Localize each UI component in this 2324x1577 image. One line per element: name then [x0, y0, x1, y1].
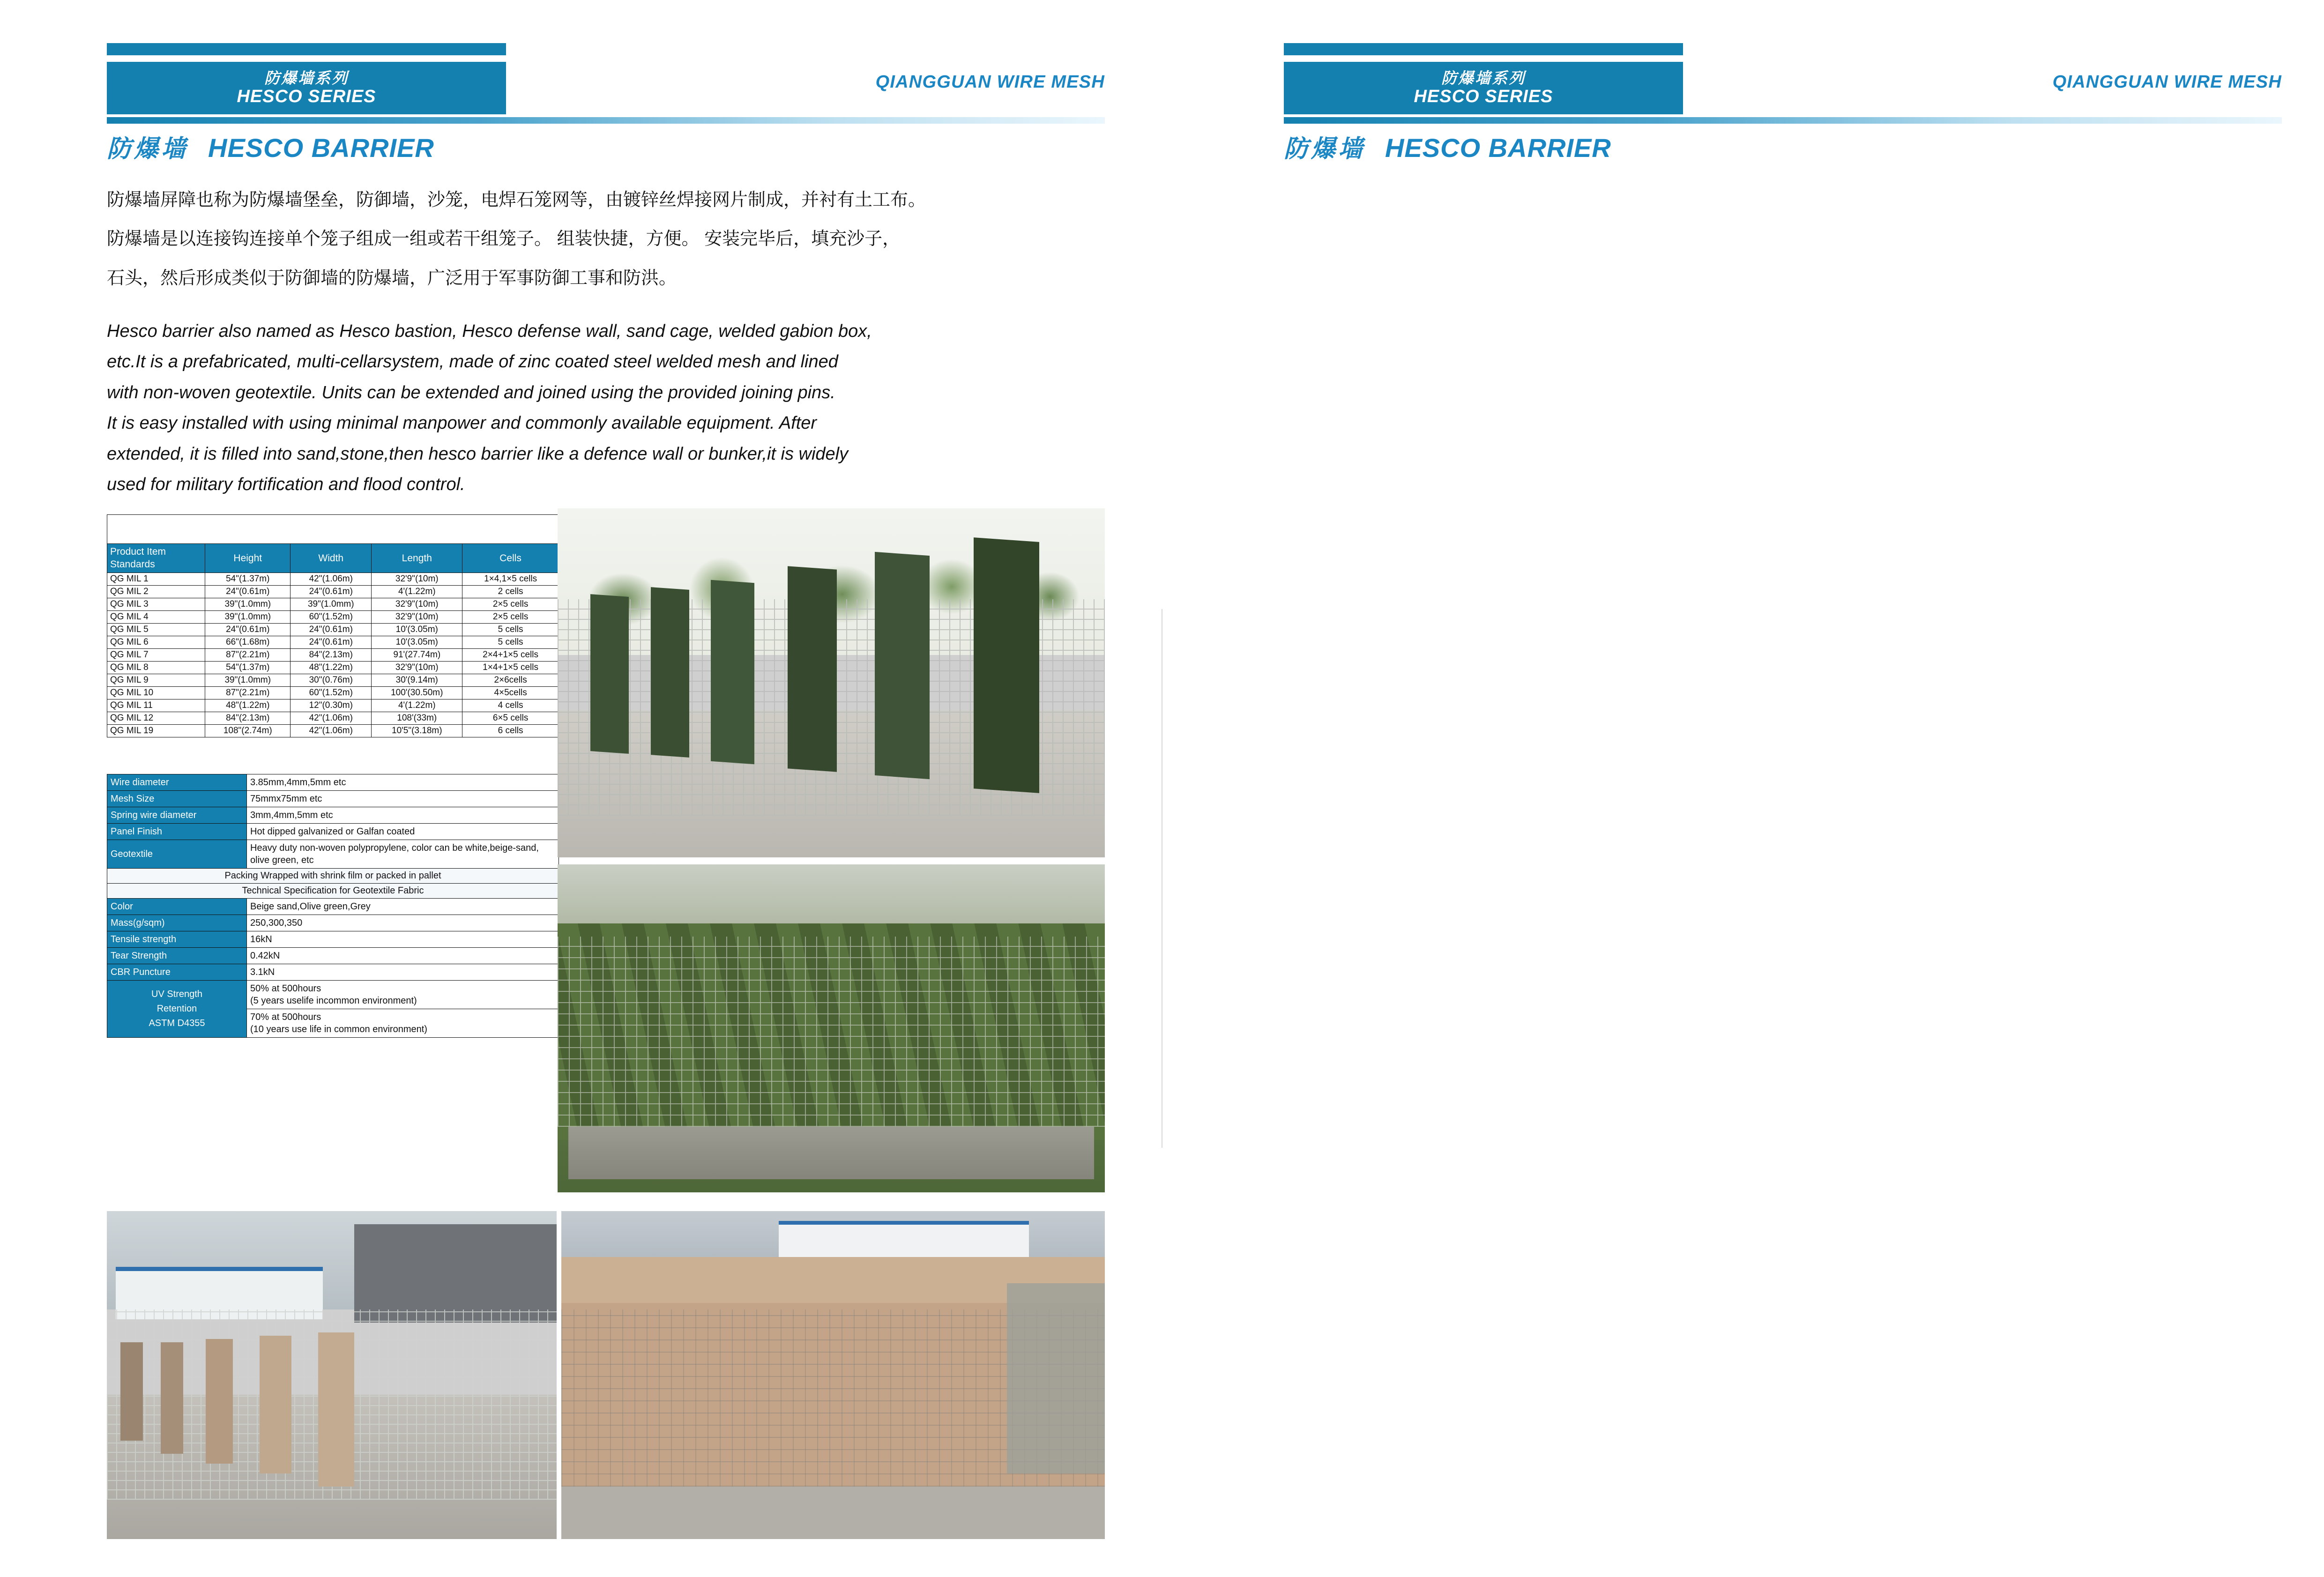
spec-cell-height: 48"(1.22m): [205, 699, 290, 712]
product-spec-table: [107, 514, 559, 737]
spec-table-caption: Diameter:4mm.5mm.hole:3×3" Geotextile:300g 400g--green beige: [107, 515, 559, 544]
spec-cell-height: 24"(0.61m): [205, 586, 290, 598]
spec-cell-width: 24"(0.61m): [290, 586, 372, 598]
material-value: Beige sand,Olive green,Grey: [247, 899, 559, 915]
spec-cell-length: 32'9"(10m): [372, 662, 462, 674]
spec-cell-item: QG MIL 1: [107, 573, 205, 586]
spec-cell-length: 10'(3.05m): [372, 624, 462, 636]
table-row: [107, 899, 559, 915]
series-badge-cn: 防爆墙系列: [264, 69, 349, 87]
photo-galvanized-cages-beige-fabric-yard: [107, 1211, 557, 1539]
spec-cell-height: 108"(2.74m): [205, 725, 290, 737]
table-row: [107, 840, 559, 869]
spec-cell-item: QG MIL 8: [107, 662, 205, 674]
table-row: [107, 662, 559, 674]
uv-key-l1: UV Strength: [151, 989, 202, 999]
spec-cell-item: QG MIL 4: [107, 611, 205, 624]
table-row: [107, 598, 559, 611]
col-header-height: Height: [205, 544, 290, 573]
col-header-length: Length: [372, 544, 462, 573]
table-row: [107, 649, 559, 662]
material-key: Spring wire diameter: [107, 807, 247, 824]
spec-cell-cells: 2 cells: [462, 586, 559, 598]
table-row: [107, 931, 559, 948]
spec-cell-height: 87"(2.21m): [205, 687, 290, 699]
table-row: [107, 636, 559, 649]
spec-cell-item: QG MIL 7: [107, 649, 205, 662]
col-header-item-l1: Product Item: [110, 546, 166, 558]
table-row: [107, 981, 559, 1009]
spec-cell-length: 100'(30.50m): [372, 687, 462, 699]
spec-cell-length: 30'(9.14m): [372, 674, 462, 687]
photo-green-geotextile-drying-on-cages: [558, 508, 1105, 857]
table-row: [107, 884, 559, 899]
uv-strength-key: [107, 981, 247, 1038]
spec-cell-width: 42"(1.06m): [290, 712, 372, 725]
material-value: 0.42kN: [247, 948, 559, 964]
material-value: 16kN: [247, 931, 559, 948]
spec-cell-item: QG MIL 11: [107, 699, 205, 712]
spec-cell-item: QG MIL 10: [107, 687, 205, 699]
spec-cell-width: 84"(2.13m): [290, 649, 372, 662]
spec-cell-width: 60"(1.52m): [290, 611, 372, 624]
material-key: Color: [107, 899, 247, 915]
spec-table-header-row: [107, 544, 559, 573]
uv-v1-l1: 50% at 500hours: [250, 983, 321, 994]
desc-cn-line-1: 防爆墙屏障也称为防爆墙堡垒，防御墙，沙笼，电焊石笼网等，由镀锌丝焊接网片制成，并衬有土工布。: [107, 190, 926, 210]
table-row: [107, 791, 559, 807]
table-row: [107, 774, 559, 791]
spec-cell-length: 10'5"(3.18m): [372, 725, 462, 737]
spec-cell-item: QG MIL 19: [107, 725, 205, 737]
page-title-right: [1284, 129, 1611, 164]
table-row: [107, 964, 559, 981]
material-key: Tear Strength: [107, 948, 247, 964]
table-row: [107, 915, 559, 931]
table-row: [107, 624, 559, 636]
page-title-en-right: HESCO BARRIER: [1385, 133, 1611, 163]
col-header-width: Width: [290, 544, 372, 573]
material-value: 3.1kN: [247, 964, 559, 981]
page-header-right: [1284, 43, 2282, 132]
spec-cell-width: 30"(0.76m): [290, 674, 372, 687]
table-row: [107, 687, 559, 699]
uv-key-l3: ASTM D4355: [149, 1018, 205, 1028]
table-row: [107, 573, 559, 586]
geotextile-banner: Technical Specification for Geotextile Fabric: [107, 884, 559, 899]
series-badge-en: HESCO SERIES: [237, 86, 376, 106]
series-badge-cn-right: 防爆墙系列: [1441, 69, 1526, 87]
spec-cell-width: 39"(1.0mm): [290, 598, 372, 611]
desc-cn-line-3: 石头，然后形成类似于防御墙的防爆墙，广泛用于军事防御工事和防洪。: [107, 268, 677, 288]
spec-cell-length: 4'(1.22m): [372, 586, 462, 598]
table-row: [107, 725, 559, 737]
spec-cell-length: 32'9"(10m): [372, 573, 462, 586]
spec-cell-cells: 1×4,1×5 cells: [462, 573, 559, 586]
table-row: [107, 869, 559, 884]
photo-green-lined-hesco-units-row: [558, 864, 1105, 1192]
spec-cell-cells: 4×5cells: [462, 687, 559, 699]
spec-cell-height: 87"(2.21m): [205, 649, 290, 662]
material-value: Heavy duty non-woven polypropylene, color can be white,beige-sand, olive green, etc: [247, 840, 559, 869]
spec-cell-length: 10'(3.05m): [372, 636, 462, 649]
desc-en-line-2: etc.It is a prefabricated, multi-cellarsystem, made of zinc coated steel welded mesh and lined: [107, 352, 838, 372]
uv-v2-l2: (10 years use life in common environment): [250, 1024, 427, 1034]
material-key: Panel Finish: [107, 824, 247, 840]
desc-en-line-6: used for military fortification and flood control.: [107, 474, 465, 494]
packing-banner: Packing Wrapped with shrink film or packed in pallet: [107, 869, 559, 884]
page-title-en: HESCO BARRIER: [208, 133, 434, 163]
series-badge-right: [1284, 62, 1683, 114]
spec-cell-width: 48"(1.22m): [290, 662, 372, 674]
spec-cell-cells: 5 cells: [462, 624, 559, 636]
spec-cell-cells: 2×5 cells: [462, 611, 559, 624]
spec-cell-height: 84"(2.13m): [205, 712, 290, 725]
photo-beige-lined-hesco-units-yard: [561, 1211, 1105, 1539]
table-row: [107, 674, 559, 687]
spec-cell-length: 32'9"(10m): [372, 611, 462, 624]
header-gradient-rule-right: [1284, 117, 2282, 124]
spec-cell-height: 24"(0.61m): [205, 624, 290, 636]
spec-cell-cells: 1×4+1×5 cells: [462, 662, 559, 674]
spec-cell-height: 54"(1.37m): [205, 573, 290, 586]
spec-cell-item: QG MIL 5: [107, 624, 205, 636]
spec-cell-height: 39"(1.0mm): [205, 598, 290, 611]
desc-en-line-1: Hesco barrier also named as Hesco bastion, Hesco defense wall, sand cage, welded gabion box,: [107, 321, 872, 342]
table-row: [107, 824, 559, 840]
spec-cell-item: QG MIL 6: [107, 636, 205, 649]
desc-en-line-4: It is easy installed with using minimal manpower and commonly available equipment. After: [107, 413, 817, 433]
page-title-cn-right: 防爆墙: [1284, 135, 1366, 163]
spec-cell-cells: 2×6cells: [462, 674, 559, 687]
spec-cell-width: 24"(0.61m): [290, 636, 372, 649]
spec-cell-length: 91'(27.74m): [372, 649, 462, 662]
series-badge-en-right: HESCO SERIES: [1414, 86, 1553, 106]
table-row: [107, 699, 559, 712]
spec-cell-cells: 6 cells: [462, 725, 559, 737]
table-row: [107, 948, 559, 964]
spec-cell-cells: 2×4+1×5 cells: [462, 649, 559, 662]
page-header-left: [107, 43, 1105, 132]
material-value: 75mmx75mm etc: [247, 791, 559, 807]
spec-cell-cells: 5 cells: [462, 636, 559, 649]
spec-cell-height: 54"(1.37m): [205, 662, 290, 674]
uv-value-5year: [247, 981, 559, 1009]
brand-name-right: QIANGGUAN WIRE MESH: [2052, 72, 2282, 92]
material-key: Mesh Size: [107, 791, 247, 807]
uv-v1-l2: (5 years uselife incommon environment): [250, 996, 417, 1006]
material-value: Hot dipped galvanized or Galfan coated: [247, 824, 559, 840]
col-header-item-l2: Standards: [110, 558, 155, 570]
spec-cell-height: 66"(1.68m): [205, 636, 290, 649]
brand-name: QIANGGUAN WIRE MESH: [875, 72, 1105, 92]
spec-cell-item: QG MIL 3: [107, 598, 205, 611]
desc-en-line-3: with non-woven geotextile. Units can be extended and joined using the provided joining pins.: [107, 382, 835, 402]
header-gradient-rule: [107, 117, 1105, 124]
material-key: CBR Puncture: [107, 964, 247, 981]
material-key: Mass(g/sqm): [107, 915, 247, 931]
page-title: [107, 129, 434, 164]
spec-cell-cells: 4 cells: [462, 699, 559, 712]
material-value: 3.85mm,4mm,5mm etc: [247, 774, 559, 791]
spec-cell-width: 42"(1.06m): [290, 573, 372, 586]
table-row: [107, 611, 559, 624]
spec-cell-item: QG MIL 12: [107, 712, 205, 725]
right-page: [1162, 0, 2324, 1577]
spec-cell-width: 60"(1.52m): [290, 687, 372, 699]
spec-cell-cells: 6×5 cells: [462, 712, 559, 725]
page-title-cn: 防爆墙: [107, 135, 189, 163]
spec-cell-length: 32'9"(10m): [372, 598, 462, 611]
uv-key-l2: Retention: [156, 1004, 197, 1014]
col-header-cells: Cells: [462, 544, 559, 573]
table-row: [107, 807, 559, 824]
material-key: Geotextile: [107, 840, 247, 869]
spec-cell-item: QG MIL 9: [107, 674, 205, 687]
material-key: Tensile strength: [107, 931, 247, 948]
spec-cell-length: 4'(1.22m): [372, 699, 462, 712]
spec-cell-length: 108'(33m): [372, 712, 462, 725]
uv-value-10year: [247, 1009, 559, 1038]
table-row: [107, 712, 559, 725]
series-badge: [107, 62, 506, 114]
table-row: [107, 586, 559, 598]
spec-cell-item: QG MIL 2: [107, 586, 205, 598]
header-accent-bar-right: [1284, 43, 1683, 55]
spec-cell-width: 42"(1.06m): [290, 725, 372, 737]
spec-cell-height: 39"(1.0mm): [205, 611, 290, 624]
material-value: 3mm,4mm,5mm etc: [247, 807, 559, 824]
material-spec-table: [107, 774, 559, 1038]
spec-cell-cells: 2×5 cells: [462, 598, 559, 611]
spec-cell-height: 39"(1.0mm): [205, 674, 290, 687]
spec-cell-width: 24"(0.61m): [290, 624, 372, 636]
desc-en-line-5: extended, it is filled into sand,stone,then hesco barrier like a defence wall or bunker,it is widely: [107, 444, 849, 464]
material-key: Wire diameter: [107, 774, 247, 791]
spec-cell-width: 12"(0.30m): [290, 699, 372, 712]
uv-v2-l1: 70% at 500hours: [250, 1012, 321, 1022]
col-header-item: [107, 544, 205, 573]
desc-cn-line-2: 防爆墙是以连接钩连接单个笼子组成一组或若干组笼子。 组装快捷，方便。 安装完毕后，填充沙子，: [107, 229, 901, 249]
description-block: [107, 185, 1105, 500]
material-value: 250,300,350: [247, 915, 559, 931]
header-accent-bar: [107, 43, 506, 55]
